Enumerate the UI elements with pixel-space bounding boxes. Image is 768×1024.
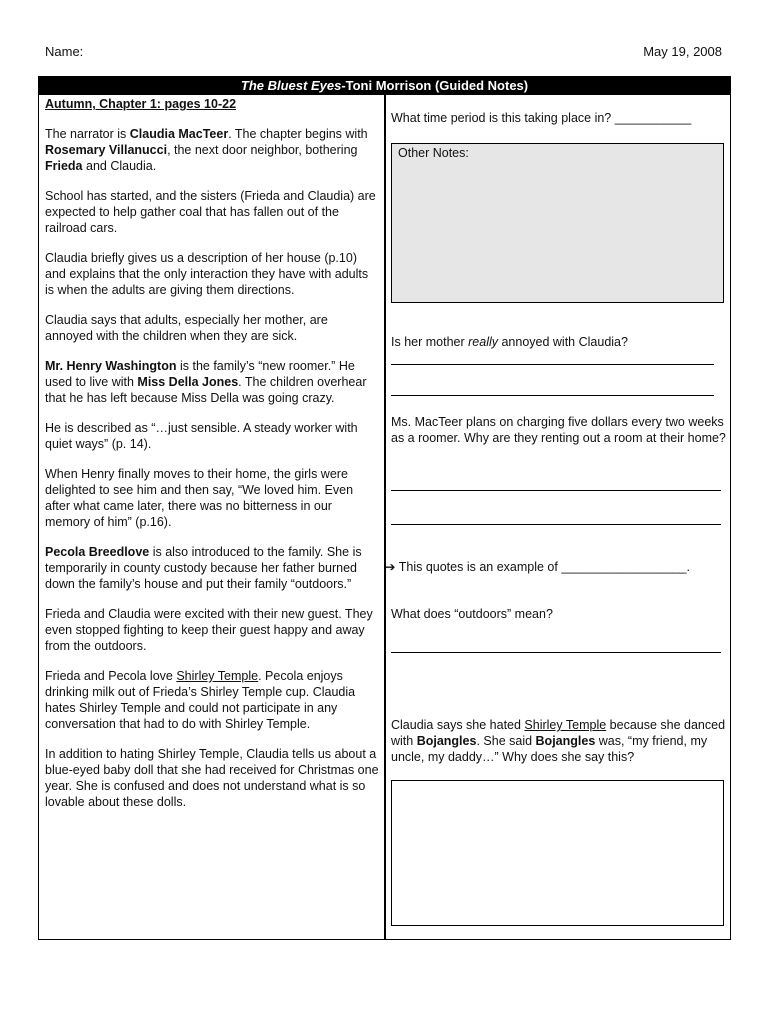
- text: is the family’s “new roomer.” He used to live with: [45, 359, 355, 389]
- paragraph-narrator: [45, 126, 379, 174]
- other-notes-label: Other Notes:: [398, 146, 469, 160]
- text: is also introduced to the family. She is temporarily in county custody because her father burned down the family’s house and put their family “outdoors.”: [45, 545, 362, 591]
- paragraph-pecola: [45, 544, 379, 592]
- text: . Pecola enjoys drinking milk out of Frieda’s Shirley Temple cup. Claudia hates Shirley Temple and could not participate in any conversation that had to do with Shirley Temple.: [45, 669, 356, 731]
- column-divider: [384, 95, 386, 939]
- answer-line[interactable]: [391, 364, 714, 365]
- section-heading: Autumn, Chapter 1: pages 10-22: [45, 97, 237, 111]
- name-label: Name:: [45, 44, 84, 59]
- bold-name: Claudia MacTeer: [129, 127, 229, 141]
- bold-name: Pecola Breedlove: [45, 545, 150, 559]
- paragraph-guest: Frieda and Claudia were excited with their new guest. They even stopped fighting to keep their guest happy and away from the outdoors.: [45, 607, 373, 653]
- date-label: May 19, 2008: [643, 44, 722, 59]
- question-roomer: Ms. MacTeer plans on charging five dollars every two weeks as a roomer. Why are they renting out a room at their home?: [391, 415, 726, 445]
- bold-name: Miss Della Jones: [137, 375, 239, 389]
- question-bojangles: [391, 717, 727, 765]
- text: . The chapter begins with: [228, 127, 368, 141]
- text: . She said: [476, 734, 536, 748]
- paragraph-school: School has started, and the sisters (Frieda and Claudia) are expected to help gather coal that has fallen out of the railroad cars.: [45, 189, 376, 235]
- question-time-period: What time period is this taking place in? ___________: [391, 111, 692, 125]
- notes-table: [38, 76, 731, 940]
- paragraph-doll: In addition to hating Shirley Temple, Claudia tells us about a blue-eyed baby doll that she had received for Christmas one year. She is confused and does not understand what is so lovable about these dolls.: [45, 747, 379, 809]
- text: was, “my friend, my uncle, my daddy…” Why does she say this?: [391, 734, 708, 764]
- answer-line[interactable]: [391, 490, 721, 491]
- bold-name: Mr. Henry Washington: [45, 359, 177, 373]
- text: and Claudia.: [82, 159, 157, 173]
- paragraph-described: He is described as “…just sensible. A steady worker with quiet ways” (p. 14).: [45, 421, 358, 451]
- text: This quotes is an example of __________________.: [395, 560, 690, 574]
- question-mother-annoyed: [391, 334, 727, 350]
- arrow-icon: ➔: [385, 559, 396, 574]
- bold-name: Frieda: [45, 159, 83, 173]
- text: annoyed with Claudia?: [498, 335, 628, 349]
- text: Is her mother: [391, 335, 469, 349]
- underlined-name: Shirley Temple: [176, 669, 259, 683]
- paragraph-house: Claudia briefly gives us a description of her house (p.10) and explains that the only interaction they have with adults is when the adults are giving them directions.: [45, 251, 369, 297]
- paragraph-moves: When Henry finally moves to their home, the girls were delighted to see him and then say, “We loved him. Even after what came later, there was no bitterness in our memory of him” (p.16).: [45, 467, 354, 529]
- title-rest: -Toni Morrison (Guided Notes): [341, 78, 529, 93]
- document-title: [39, 77, 730, 95]
- answer-box[interactable]: [391, 780, 724, 926]
- bold-name: Rosemary Villanucci: [45, 143, 168, 157]
- answer-line[interactable]: [391, 652, 721, 653]
- text: Frieda and Pecola love: [45, 669, 177, 683]
- paragraph-adults: Claudia says that adults, especially her mother, are annoyed with the children when they are sick.: [45, 313, 328, 343]
- text: The narrator is: [45, 127, 130, 141]
- answer-line[interactable]: [391, 395, 714, 396]
- paragraph-shirley: [45, 668, 379, 732]
- left-column: [45, 96, 379, 824]
- bold-name: Bojangles: [416, 734, 477, 748]
- other-notes-box[interactable]: [391, 143, 724, 303]
- answer-line[interactable]: [391, 524, 721, 525]
- italic-word: really: [468, 335, 498, 349]
- paragraph-henry: [45, 358, 379, 406]
- question-outdoors: What does “outdoors” mean?: [391, 607, 553, 621]
- text: Claudia says she hated: [391, 718, 525, 732]
- question-quote-example: [385, 559, 727, 575]
- text: because she danced with: [391, 718, 726, 748]
- bold-name: Bojangles: [535, 734, 596, 748]
- underlined-name: Shirley Temple: [524, 718, 607, 732]
- text: , the next door neighbor, bothering: [167, 143, 358, 157]
- book-title: The Bluest Eyes: [240, 78, 342, 93]
- text: . The children overhear that he has left because Miss Della was going crazy.: [45, 375, 367, 405]
